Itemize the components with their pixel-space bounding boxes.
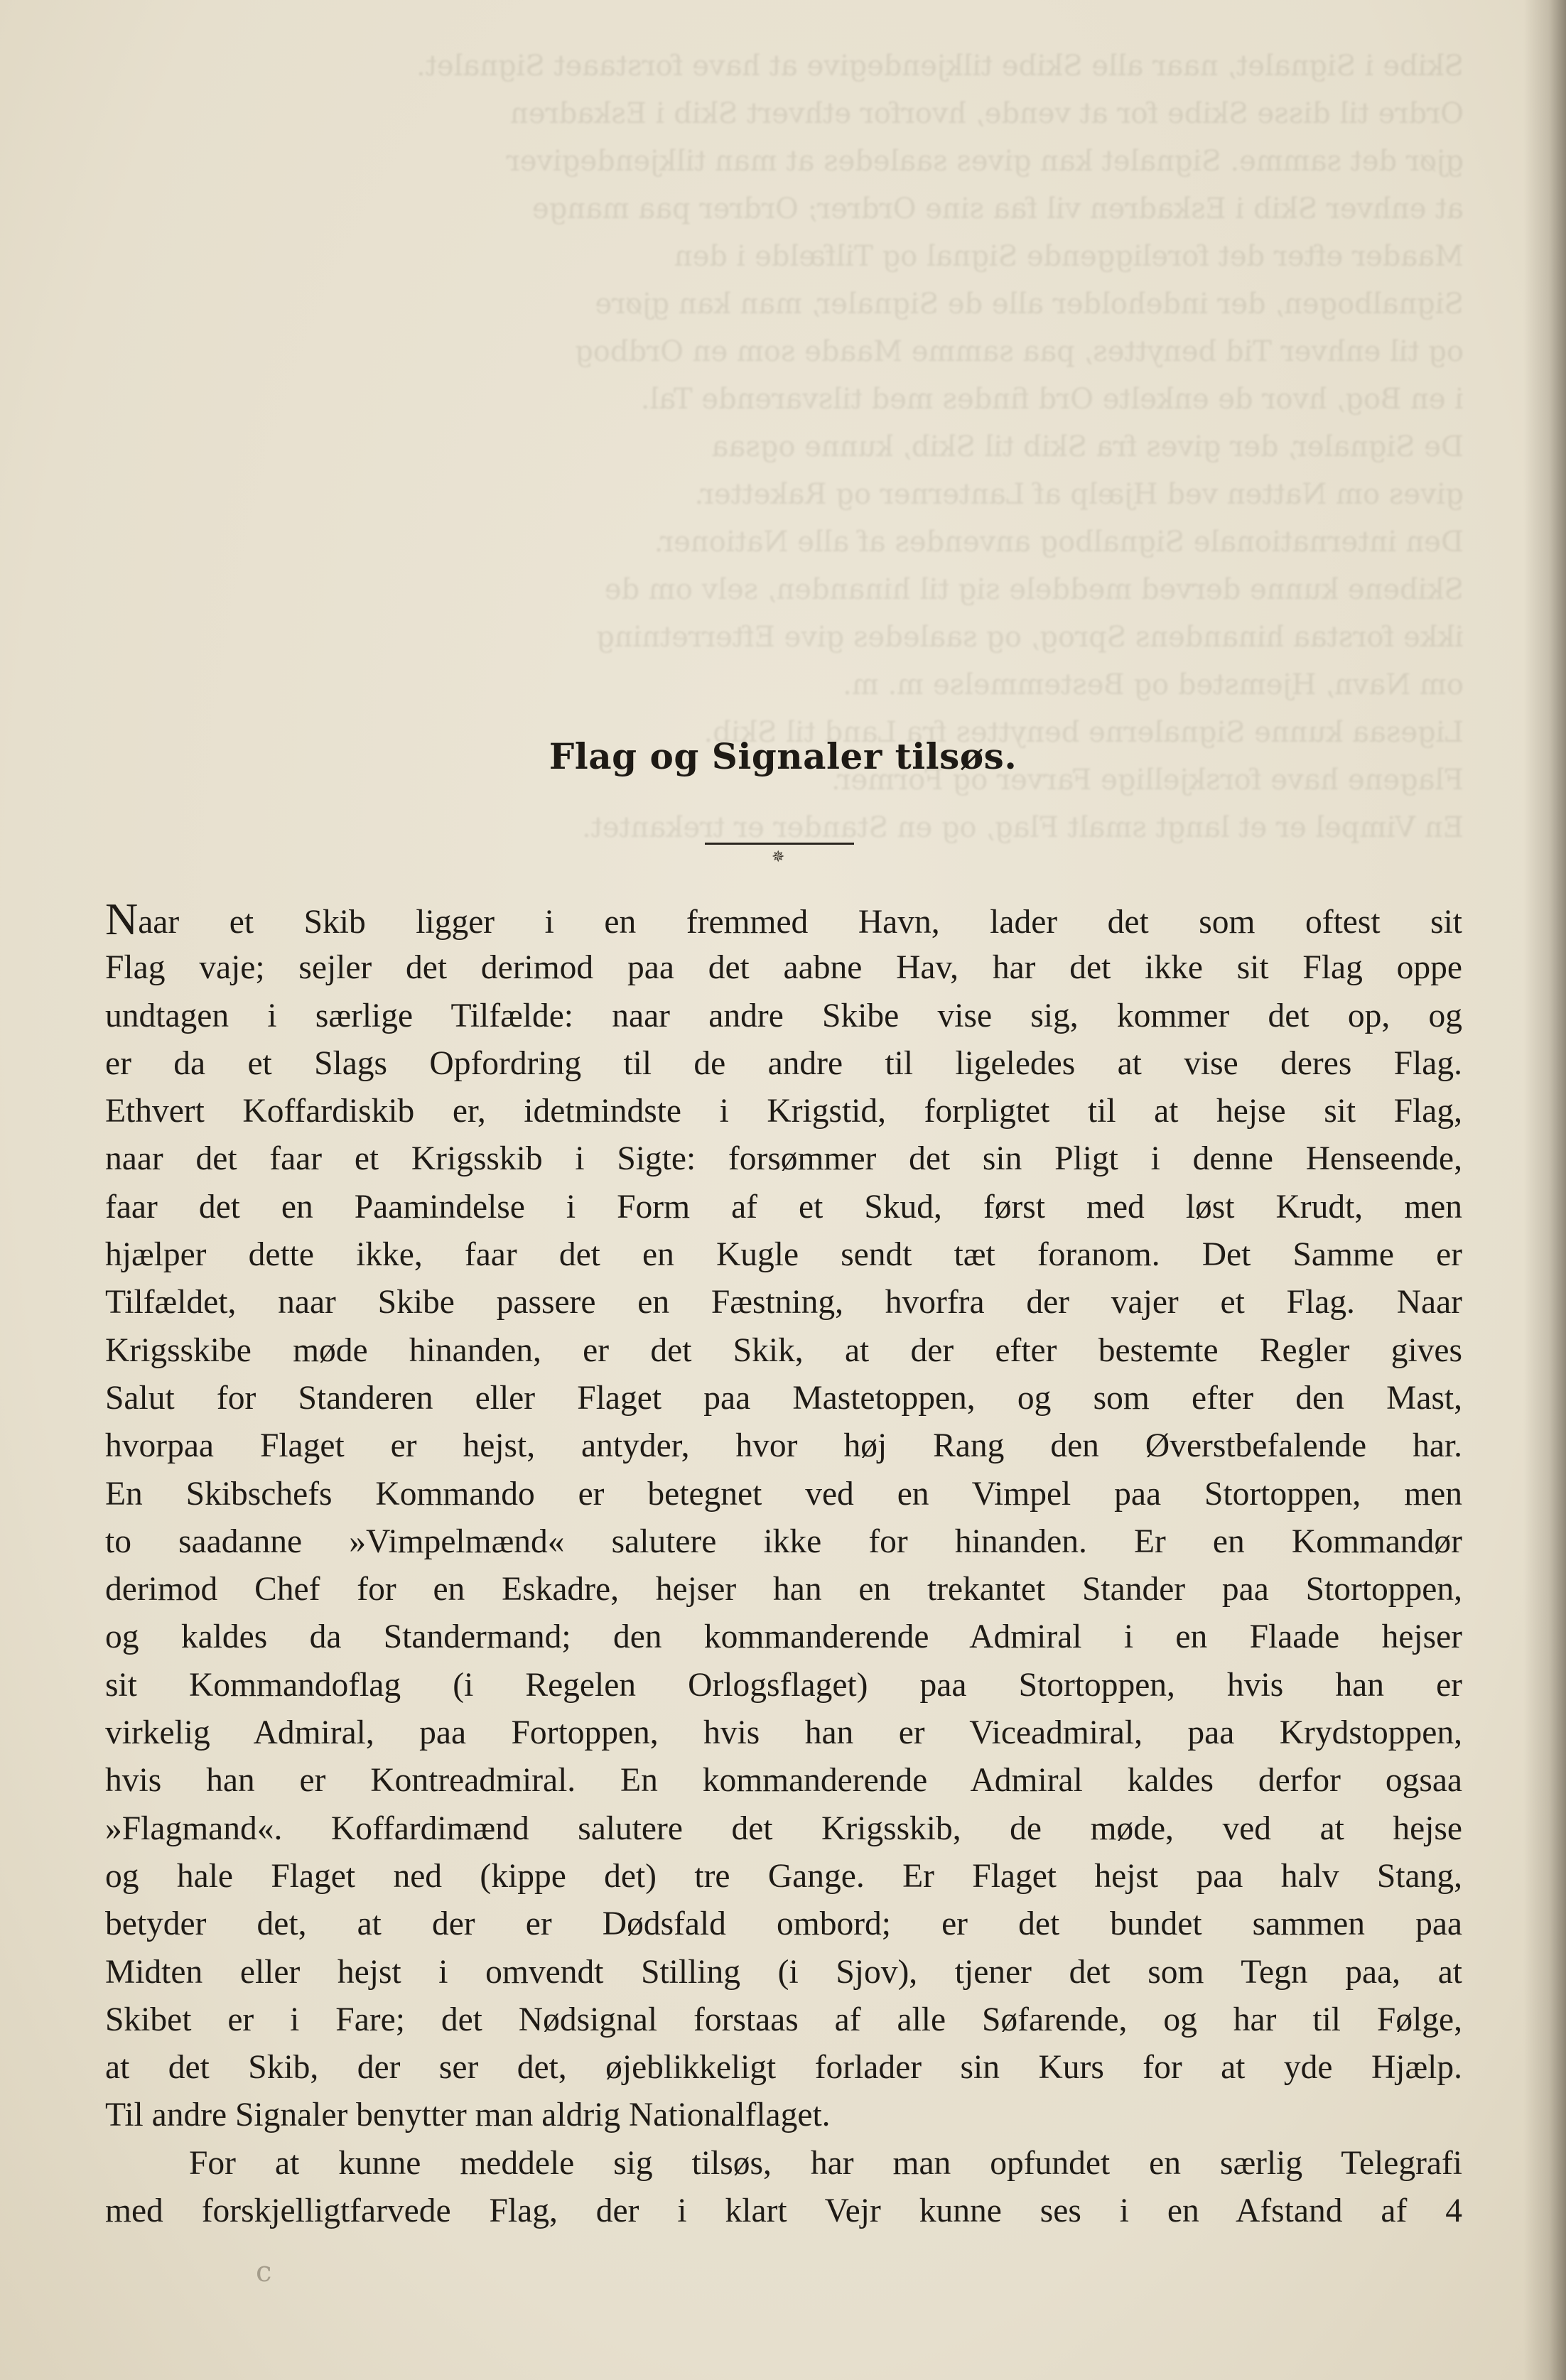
spine-shadow: [1523, 0, 1566, 2380]
text-line: Ethvert Koffardiskib er, idetmindste i Krigstid, forpligtet til at hejse sit Flag,: [105, 1093, 1462, 1130]
text-line: derimod Chef for en Eskadre, hejser han en trekantet Stander paa Stortoppen,: [105, 1571, 1462, 1608]
text-line: betyder det, at der er Dødsfald ombord; er det bundet sammen paa: [105, 1905, 1462, 1943]
ornament-icon: ✵: [772, 848, 785, 866]
text-line: er da et Slags Opfordring til de andre til ligeledes at vise deres Flag.: [105, 1044, 1462, 1082]
body-text: [105, 894, 1462, 2235]
text-line: naar det faar et Krigsskib i Sigte: forsømmer det sin Pligt i denne Henseende,: [105, 1140, 1462, 1178]
text-line: faar det en Paamindelse i Form af et Skud, først med løst Krudt, men: [105, 1188, 1462, 1226]
text-line: sit Kommandoflag (i Regelen Orlogsflaget) paa Stortoppen, hvis han er: [105, 1666, 1462, 1704]
text-line: Til andre Signaler benytter man aldrig Nationalflaget.: [105, 2097, 831, 2134]
drop-cap: N: [105, 894, 139, 944]
text-line: hvorpaa Flaget er hejst, antyder, hvor høj Rang den Øverstbefalende har.: [105, 1427, 1462, 1465]
text-line: En Skibschefs Kommando er betegnet ved en Vimpel paa Stortoppen, men: [105, 1475, 1462, 1513]
page-title: Flag og Signaler tilsøs.: [549, 735, 1017, 777]
title-rule: [705, 843, 854, 845]
text-line: og hale Flaget ned (kippe det) tre Gange. Er Flaget hejst paa halv Stang,: [105, 1857, 1462, 1895]
text-line: »Flagmand«. Koffardimænd salutere det Krigsskib, de møde, ved at hejse: [105, 1810, 1462, 1847]
text-line: undtagen i særlige Tilfælde: naar andre Skibe vise sig, kommer det op, og: [105, 997, 1462, 1034]
text-line: Naar et Skib ligger i en fremmed Havn, lader det som oftest sit: [105, 894, 1462, 944]
text-line: Flag vaje; sejler det derimod paa det aabne Hav, har det ikke sit Flag oppe: [105, 949, 1462, 987]
text-line: Krigsskibe møde hinanden, er det Skik, at der efter bestemte Regler gives: [105, 1331, 1462, 1369]
bleed-through-text: Skibe i Signalet, naar alle Skibe tilkjendegive at have forstaaet Signalet. Ordre til disse Skibe for at vende, hvorfor ethvert Skib i Eskadren gjør det samme. Signalet kan gives saaledes at man tilkjendegiver at enhver Skib i Eskadren vil faa sine Ordrer; Ordrer paa mange Maader efter det foreliggende Signal og Tilfælde i den Signalbogen, der indeholder alle de Signaler, man kan gjøre og til enhver Tid benyttes, paa samme Maade som en Ordbog i en Bog, hvor de enkelte Ord findes med tilsvarende Tal. De Signaler, der gives fra Skib til Skib, kunne ogsaa gives om Natten ved Hjælp af Lanterner og Raketter. Den internationale Signalbog anvendes af alle Nationer. Skibene kunne derved meddele sig til hinanden, selv om de ikke forstaa hinandens Sprog, og saaledes give Efterretning om Navn, Hjemsted og Bestemmelse m. m. Ligesaa kunne Signalerne benyttes fra Land til Skib. Flagene have forskjellige Farver og Former. En Vimpel er et langt smalt Flag, og en Stander er trekantet.: [416, 50, 1464, 844]
text-line: og kaldes da Standermand; den kommanderende Admiral i en Flaade hejser: [105, 1618, 1462, 1656]
text-line: hjælper dette ikke, faar det en Kugle sendt tæt foranom. Det Samme er: [105, 1236, 1462, 1274]
text-line: hvis han er Kontreadmiral. En kommanderende Admiral kaldes derfor ogsaa: [105, 1762, 1462, 1800]
text-line: Salut for Standeren eller Flaget paa Mastetoppen, og som efter den Mast,: [105, 1379, 1462, 1417]
text-line: virkelig Admiral, paa Fortoppen, hvis han er Viceadmiral, paa Krydstoppen,: [105, 1714, 1462, 1752]
text-line: at det Skib, der ser det, øjeblikkeligt forlader sin Kurs for at yde Hjælp.: [105, 2049, 1462, 2087]
pencil-mark: c: [256, 2256, 272, 2288]
text-line: For at kunne meddele sig tilsøs, har man opfundet en særlig Telegrafi: [189, 2144, 1462, 2182]
text-line: Tilfældet, naar Skibe passere en Fæstning, hvorfra der vajer et Flag. Naar: [105, 1284, 1462, 1321]
text-line: Midten eller hejst i omvendt Stilling (i Sjov), tjener det som Tegn paa, at: [105, 1953, 1462, 1991]
text-line: to saadanne »Vimpelmænd« salutere ikke for hinanden. Er en Kommandør: [105, 1522, 1462, 1560]
text-line: Skibet er i Fare; det Nødsignal forstaas af alle Søfarende, og har til Følge,: [105, 2001, 1462, 2038]
text-line: med forskjelligtfarvede Flag, der i klart Vejr kunne ses i en Afstand af 4: [105, 2192, 1462, 2230]
